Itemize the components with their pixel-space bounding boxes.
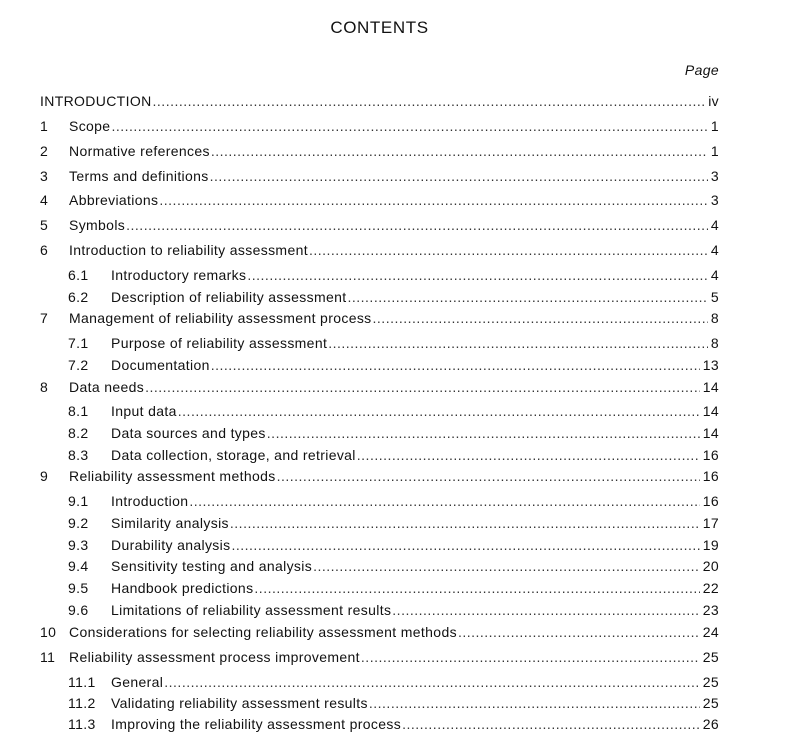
- toc-entry-label: Management of reliability assessment process: [69, 310, 372, 326]
- toc-entry-label: Durability analysis: [111, 537, 231, 553]
- toc-section-number: 8.3: [68, 447, 89, 463]
- toc-entry[interactable]: [40, 242, 719, 260]
- toc-section-number: 9.2: [68, 515, 89, 531]
- toc-page-number: 20: [702, 558, 719, 574]
- toc-page-number: 5: [710, 289, 719, 305]
- toc-entry-label: Abbreviations: [69, 192, 159, 208]
- toc-page-number: 23: [702, 602, 719, 618]
- toc-entry[interactable]: [40, 649, 719, 667]
- toc-entry[interactable]: [40, 168, 719, 186]
- page-title: CONTENTS: [330, 18, 429, 37]
- toc-entry-label: Data collection, storage, and retrieval: [111, 447, 356, 463]
- page-column-header: Page: [684, 62, 719, 78]
- toc-subentry[interactable]: [68, 602, 719, 620]
- toc-entry[interactable]: [40, 118, 719, 136]
- toc-entry[interactable]: [40, 468, 719, 486]
- toc-subentry[interactable]: [68, 558, 719, 576]
- toc-section-number: 8.1: [68, 403, 89, 419]
- toc-subentry[interactable]: [68, 357, 719, 375]
- toc-entry[interactable]: [40, 192, 719, 210]
- toc-entry-label: Data needs: [69, 379, 145, 395]
- leader-dots: [357, 447, 700, 463]
- leader-dots: [111, 118, 707, 134]
- leader-dots: [189, 493, 699, 509]
- toc-section-number: 6: [40, 242, 49, 258]
- toc-page-number: 1: [710, 143, 719, 159]
- toc-entry-label: Introduction: [111, 493, 189, 509]
- toc-section-number: 8: [40, 379, 49, 395]
- leader-dots: [392, 602, 699, 618]
- toc-page-number: 4: [710, 242, 719, 258]
- toc-page-number: 4: [710, 217, 719, 233]
- leader-dots: [211, 143, 708, 159]
- toc-entry-label: Improving the reliability assessment process: [111, 716, 402, 732]
- toc-entry-label: Data sources and types: [111, 425, 266, 441]
- toc-page-number: 3: [710, 192, 719, 208]
- toc-section-number: 4: [40, 192, 49, 208]
- toc-entry[interactable]: [40, 217, 719, 235]
- leader-dots: [145, 379, 700, 395]
- toc-page-number: iv: [708, 93, 719, 109]
- toc-page-number: 25: [702, 649, 719, 665]
- toc-subentry[interactable]: [68, 403, 719, 421]
- toc-entry-introduction[interactable]: [40, 93, 719, 111]
- leader-dots: [313, 558, 700, 574]
- toc-entry-label: Scope: [69, 118, 111, 134]
- toc-section-number: 9.4: [68, 558, 89, 574]
- toc-page-number: 8: [710, 310, 719, 326]
- toc-entry-label: Symbols: [69, 217, 126, 233]
- toc-page-number: 14: [702, 403, 719, 419]
- toc-page-number: 22: [702, 580, 719, 596]
- toc-section-number: 11.1: [68, 674, 96, 690]
- toc-page-number: 17: [702, 515, 719, 531]
- toc-entry-label: Reliability assessment process improvement: [69, 649, 360, 665]
- toc-subentry[interactable]: [68, 695, 719, 713]
- toc-subentry[interactable]: [68, 425, 719, 443]
- toc-entry-label: General: [111, 674, 164, 690]
- toc-subentry[interactable]: [68, 716, 719, 734]
- toc-entry-label: Introductory remarks: [111, 267, 247, 283]
- toc-page-number: 25: [702, 674, 719, 690]
- leader-dots: [254, 580, 699, 596]
- toc-page-number: 8: [710, 335, 719, 351]
- toc-subentry[interactable]: [68, 493, 719, 511]
- leader-dots: [164, 674, 699, 690]
- toc-page-number: 19: [702, 537, 719, 553]
- leader-dots: [231, 537, 699, 553]
- toc-entry-label: Validating reliability assessment results: [111, 695, 368, 711]
- toc-entry-label: Similarity analysis: [111, 515, 229, 531]
- leader-dots: [178, 403, 700, 419]
- toc-section-number: 6.1: [68, 267, 89, 283]
- toc-entry[interactable]: [40, 143, 719, 161]
- toc-entry-label: Normative references: [69, 143, 210, 159]
- toc-subentry[interactable]: [68, 267, 719, 285]
- toc-page-number: 24: [702, 624, 719, 640]
- leader-dots: [210, 168, 708, 184]
- toc-section-number: 9: [40, 468, 49, 484]
- toc-entry[interactable]: [40, 310, 719, 328]
- toc-page-number: 14: [702, 379, 719, 395]
- leader-dots: [361, 649, 700, 665]
- toc-section-number: 11.3: [68, 716, 96, 732]
- toc-page-number: 1: [710, 118, 719, 134]
- toc-entry-label: Handbook predictions: [111, 580, 254, 596]
- toc-section-number: 8.2: [68, 425, 89, 441]
- toc-entry-label: INTRODUCTION: [40, 93, 152, 109]
- toc-page-number: 14: [702, 425, 719, 441]
- toc-page-number: 4: [710, 267, 719, 283]
- toc-entry[interactable]: [40, 379, 719, 397]
- leader-dots: [126, 217, 708, 233]
- toc-section-number: 9.5: [68, 580, 89, 596]
- toc-section-number: 9.3: [68, 537, 89, 553]
- toc-subentry[interactable]: [68, 289, 719, 307]
- toc-subentry[interactable]: [68, 537, 719, 555]
- toc-page-number: 13: [702, 357, 719, 373]
- leader-dots: [267, 425, 700, 441]
- toc-entry-label: Reliability assessment methods: [69, 468, 276, 484]
- toc-entry[interactable]: [40, 624, 719, 642]
- toc-entry-label: Input data: [111, 403, 177, 419]
- toc-section-number: 10: [40, 624, 57, 640]
- toc-section-number: 11.2: [68, 695, 96, 711]
- toc-entry-label: Sensitivity testing and analysis: [111, 558, 313, 574]
- toc-entry-label: Considerations for selecting reliability assessment methods: [69, 624, 457, 640]
- toc-page-number: 16: [702, 447, 719, 463]
- toc-section-number: 1: [40, 118, 49, 134]
- toc-subentry[interactable]: [68, 447, 719, 465]
- leader-dots: [230, 515, 700, 531]
- leader-dots: [159, 192, 707, 208]
- toc-section-number: 7.2: [68, 357, 89, 373]
- leader-dots: [309, 242, 708, 258]
- toc-subentry[interactable]: [68, 674, 719, 692]
- leader-dots: [373, 310, 708, 326]
- toc-entry-label: Documentation: [111, 357, 210, 373]
- leader-dots: [211, 357, 700, 373]
- leader-dots: [153, 93, 706, 109]
- toc-entry-label: Purpose of reliability assessment: [111, 335, 328, 351]
- toc-subentry[interactable]: [68, 580, 719, 598]
- toc-entry-label: Limitations of reliability assessment results: [111, 602, 392, 618]
- leader-dots: [277, 468, 700, 484]
- toc-section-number: 7: [40, 310, 49, 326]
- toc-entry-label: Description of reliability assessment: [111, 289, 347, 305]
- toc-entry-label: Terms and definitions: [69, 168, 209, 184]
- leader-dots: [247, 267, 707, 283]
- toc-subentry[interactable]: [68, 515, 719, 533]
- toc-section-number: 2: [40, 143, 49, 159]
- toc-section-number: 9.1: [68, 493, 89, 509]
- leader-dots: [458, 624, 700, 640]
- toc-page-number: 25: [702, 695, 719, 711]
- toc-page-number: 26: [702, 716, 719, 732]
- toc-section-number: 9.6: [68, 602, 89, 618]
- leader-dots: [328, 335, 708, 351]
- toc-section-number: 3: [40, 168, 49, 184]
- toc-section-number: 11: [40, 649, 56, 665]
- leader-dots: [347, 289, 707, 305]
- toc-section-number: 5: [40, 217, 49, 233]
- toc-entry-label: Introduction to reliability assessment: [69, 242, 308, 258]
- toc-section-number: 6.2: [68, 289, 89, 305]
- leader-dots: [402, 716, 700, 732]
- toc-section-number: 7.1: [68, 335, 89, 351]
- toc-page-number: 3: [710, 168, 719, 184]
- toc-page-number: 16: [702, 468, 719, 484]
- toc-subentry[interactable]: [68, 335, 719, 353]
- toc-page-number: 16: [702, 493, 719, 509]
- leader-dots: [369, 695, 700, 711]
